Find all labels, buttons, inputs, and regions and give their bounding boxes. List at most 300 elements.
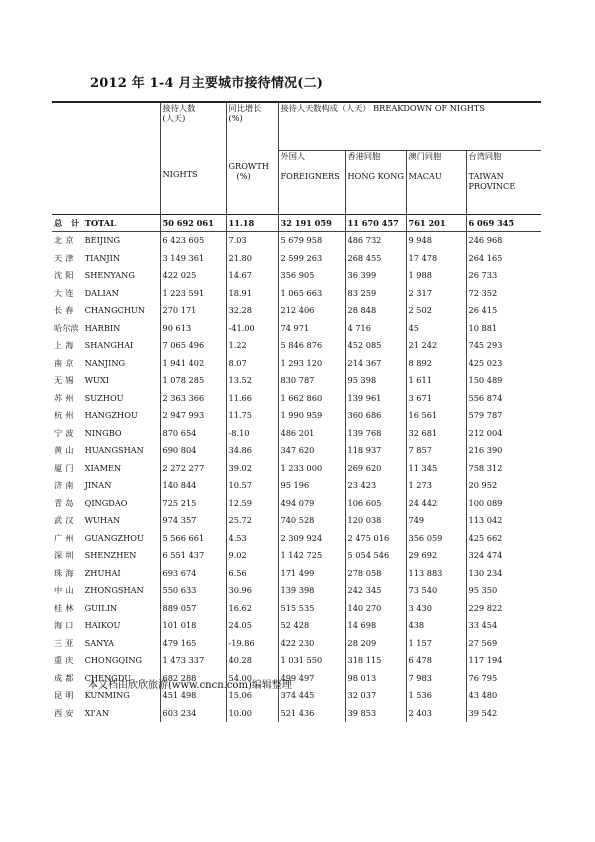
cell-hongkong: 95 398 (345, 372, 406, 390)
header-growth-en (226, 151, 278, 215)
cell-hongkong: 140 270 (345, 599, 406, 617)
cell-macau: 29 692 (406, 547, 466, 565)
header-growth-en-line1: GROWTH (228, 160, 269, 171)
cell-growth: 10.57 (226, 477, 278, 495)
city-name-zh: 西安 (54, 707, 77, 718)
cell-taiwan: 150 489 (466, 372, 541, 390)
city-name-en: ZHUHAI (84, 567, 121, 578)
table-row (52, 529, 541, 547)
header-growth-zh (226, 103, 278, 151)
cell-growth: -19.86 (226, 634, 278, 652)
header-nights-zh-line1: 接待人数 (162, 103, 196, 113)
cell-hongkong: 118 937 (345, 442, 406, 460)
city-cell (52, 424, 160, 442)
cell-hongkong: 106 605 (345, 494, 406, 512)
cell-macau: 749 (406, 512, 466, 530)
table-row (52, 249, 541, 267)
cell-foreigners: 95 196 (278, 477, 345, 495)
city-name-en: NINGBO (84, 427, 122, 438)
table-row (52, 389, 541, 407)
cell-hongkong: 5 054 546 (345, 547, 406, 565)
city-name-zh: 北京 (54, 235, 77, 246)
city-name-zh: 珠海 (54, 567, 77, 578)
cell-growth: 14.67 (226, 267, 278, 285)
city-name-zh: 沈阳 (54, 270, 77, 281)
cell-hongkong: 214 367 (345, 354, 406, 372)
header-growth-en-line2: (%) (236, 170, 251, 181)
page-title: 2012 年 1-4 月主要城市接待情况(二) (90, 76, 324, 91)
city-statistics-table (52, 103, 541, 722)
city-name-zh: 三亚 (54, 637, 77, 648)
cell-foreigners: 499 497 (278, 669, 345, 687)
cell-taiwan: 10 881 (466, 319, 541, 337)
cell-macau: 1 536 (406, 687, 466, 705)
cell-hongkong: 32 037 (345, 687, 406, 705)
header-taiwan-en-line1: TAIWAN (468, 171, 504, 181)
table-row (52, 494, 541, 512)
header-taiwan-zh: 台湾同胞 (468, 151, 502, 161)
cell-growth: 34.86 (226, 442, 278, 460)
city-name-en: SHENZHEN (84, 550, 137, 561)
cell-hongkong: 39 853 (345, 704, 406, 722)
total-nights: 50 692 061 (160, 214, 226, 231)
cell-foreigners: 1 293 120 (278, 354, 345, 372)
footer-note: 本文档由欣欣旅游(www.cncn.com)编辑整理 (88, 680, 292, 691)
cell-hongkong: 269 620 (345, 459, 406, 477)
cell-taiwan: 758 312 (466, 459, 541, 477)
city-cell (52, 582, 160, 600)
cell-macau: 32 681 (406, 424, 466, 442)
city-cell (52, 354, 160, 372)
cell-macau: 1 988 (406, 267, 466, 285)
city-name-zh: 长春 (54, 305, 77, 316)
header-taiwan-en-line2: PROVINCE (468, 181, 516, 191)
city-name-en: SUZHOU (84, 392, 124, 403)
table-row (52, 231, 541, 249)
table-row (52, 424, 541, 442)
city-name-en: JINAN (84, 480, 112, 491)
cell-foreigners: 1 031 550 (278, 652, 345, 670)
city-cell (52, 704, 160, 722)
cell-nights: 1 941 402 (160, 354, 226, 372)
cell-growth: -8.10 (226, 424, 278, 442)
cell-macau: 3 430 (406, 599, 466, 617)
header-hongkong (345, 151, 406, 215)
cell-foreigners: 5 679 958 (278, 231, 345, 249)
city-name-en: HANGZHOU (84, 410, 138, 421)
table-row (52, 354, 541, 372)
city-name-en: SHENYANG (84, 270, 135, 281)
cell-growth: 8.07 (226, 354, 278, 372)
cell-growth: 11.75 (226, 407, 278, 425)
cell-taiwan: 212 004 (466, 424, 541, 442)
cell-hongkong: 452 085 (345, 337, 406, 355)
cell-macau: 6 478 (406, 652, 466, 670)
cell-hongkong: 14 698 (345, 617, 406, 635)
cell-growth: 6.56 (226, 564, 278, 582)
cell-foreigners: 356 905 (278, 267, 345, 285)
city-cell (52, 267, 160, 285)
cell-macau: 21 242 (406, 337, 466, 355)
cell-growth: 10.00 (226, 704, 278, 722)
total-growth: 11.18 (226, 214, 278, 231)
cell-nights: 1 223 591 (160, 284, 226, 302)
city-cell (52, 652, 160, 670)
cell-growth: 40.28 (226, 652, 278, 670)
city-cell (52, 459, 160, 477)
total-foreigners: 32 191 059 (278, 214, 345, 231)
cell-taiwan: 130 234 (466, 564, 541, 582)
cell-nights: 422 025 (160, 267, 226, 285)
table-row (52, 267, 541, 285)
city-cell (52, 407, 160, 425)
cell-taiwan: 579 787 (466, 407, 541, 425)
city-cell (52, 547, 160, 565)
city-cell (52, 617, 160, 635)
cell-macau: 8 892 (406, 354, 466, 372)
city-name-en: NANJING (84, 357, 126, 368)
cell-foreigners: 74 971 (278, 319, 345, 337)
city-name-en: CHANGCHUN (84, 305, 146, 316)
cell-taiwan: 216 390 (466, 442, 541, 460)
cell-growth: 16.62 (226, 599, 278, 617)
table-row (52, 284, 541, 302)
cell-hongkong: 486 732 (345, 231, 406, 249)
city-name-zh: 成都 (54, 672, 77, 683)
city-name-zh: 厦门 (54, 462, 77, 473)
city-name-zh: 宁波 (54, 427, 77, 438)
city-cell (52, 372, 160, 390)
cell-nights: 1 473 337 (160, 652, 226, 670)
cell-nights: 870 654 (160, 424, 226, 442)
city-name-en: HAIKOU (84, 620, 121, 631)
city-name-en: TIANJIN (84, 252, 121, 263)
city-cell (52, 564, 160, 582)
header-nights-zh-line2: (人天) (162, 113, 186, 123)
cell-growth: 30.96 (226, 582, 278, 600)
cell-foreigners: 486 201 (278, 424, 345, 442)
cell-taiwan: 425 662 (466, 529, 541, 547)
table-row (52, 599, 541, 617)
city-name-zh: 武汉 (54, 515, 77, 526)
cell-macau: 45 (406, 319, 466, 337)
city-cell (52, 494, 160, 512)
cell-nights: 550 633 (160, 582, 226, 600)
city-name-en: XIAMEN (84, 462, 122, 473)
cell-hongkong: 139 961 (345, 389, 406, 407)
cell-macau: 3 671 (406, 389, 466, 407)
cell-taiwan: 27 569 (466, 634, 541, 652)
header-foreigners (278, 151, 345, 215)
city-name-zh: 天津 (54, 252, 77, 263)
city-cell (52, 477, 160, 495)
cell-hongkong: 98 013 (345, 669, 406, 687)
cell-nights: 603 234 (160, 704, 226, 722)
cell-nights: 889 057 (160, 599, 226, 617)
cell-nights: 5 566 661 (160, 529, 226, 547)
cell-nights: 725 215 (160, 494, 226, 512)
city-name-en: XI'AN (84, 707, 109, 718)
cell-foreigners: 1 142 725 (278, 547, 345, 565)
cell-taiwan: 76 795 (466, 669, 541, 687)
city-cell (52, 512, 160, 530)
header-macau (406, 151, 466, 215)
city-name-zh: 哈尔滨 (54, 322, 79, 333)
table-row (52, 337, 541, 355)
city-name-zh: 重庆 (54, 655, 77, 666)
cell-macau: 1 157 (406, 634, 466, 652)
cell-macau: 11 345 (406, 459, 466, 477)
cell-growth: -41.00 (226, 319, 278, 337)
cell-hongkong: 318 115 (345, 652, 406, 670)
city-name-en: KUNMING (84, 690, 130, 701)
cell-hongkong: 36 399 (345, 267, 406, 285)
cell-taiwan: 43 480 (466, 687, 541, 705)
cell-foreigners: 2 309 924 (278, 529, 345, 547)
cell-growth: 9.02 (226, 547, 278, 565)
cell-macau: 113 883 (406, 564, 466, 582)
cell-taiwan: 39 542 (466, 704, 541, 722)
cell-nights: 974 357 (160, 512, 226, 530)
total-label (52, 214, 160, 231)
table-row (52, 407, 541, 425)
cell-hongkong: 268 455 (345, 249, 406, 267)
cell-hongkong: 28 209 (345, 634, 406, 652)
cell-taiwan: 113 042 (466, 512, 541, 530)
cell-hongkong: 23 423 (345, 477, 406, 495)
total-row (52, 214, 541, 231)
header-city-blank-2 (52, 151, 160, 215)
cell-nights: 2 363 366 (160, 389, 226, 407)
city-name-zh: 无锡 (54, 375, 77, 386)
cell-growth: 18.91 (226, 284, 278, 302)
city-cell (52, 302, 160, 320)
cell-taiwan: 26 415 (466, 302, 541, 320)
table-row (52, 477, 541, 495)
cell-taiwan: 26 733 (466, 267, 541, 285)
city-cell (52, 599, 160, 617)
cell-growth: 24.05 (226, 617, 278, 635)
cell-macau: 7 857 (406, 442, 466, 460)
cell-foreigners: 212 406 (278, 302, 345, 320)
cell-growth: 12.59 (226, 494, 278, 512)
cell-hongkong: 2 475 016 (345, 529, 406, 547)
cell-taiwan: 425 023 (466, 354, 541, 372)
cell-taiwan: 264 165 (466, 249, 541, 267)
cell-taiwan: 100 089 (466, 494, 541, 512)
city-cell (52, 319, 160, 337)
city-name-en: WUHAN (84, 515, 121, 526)
city-name-zh: 青岛 (54, 497, 77, 508)
city-cell (52, 389, 160, 407)
table-row (52, 652, 541, 670)
cell-foreigners: 1 662 860 (278, 389, 345, 407)
city-cell (52, 284, 160, 302)
cell-nights: 451 498 (160, 687, 226, 705)
header-nights-zh (160, 103, 226, 151)
total-taiwan: 6 069 345 (466, 214, 541, 231)
city-name-en: DALIAN (84, 287, 119, 298)
table-row (52, 442, 541, 460)
cell-growth: 15.06 (226, 687, 278, 705)
cell-foreigners: 374 445 (278, 687, 345, 705)
cell-nights: 479 165 (160, 634, 226, 652)
cell-growth: 54.00 (226, 669, 278, 687)
cell-taiwan: 72 352 (466, 284, 541, 302)
cell-growth: 39.02 (226, 459, 278, 477)
cell-foreigners: 830 787 (278, 372, 345, 390)
table-row (52, 564, 541, 582)
table-row (52, 372, 541, 390)
city-name-en: BEIJING (84, 235, 121, 246)
city-name-en: GUILIN (84, 602, 118, 613)
cell-foreigners: 422 230 (278, 634, 345, 652)
cell-macau: 2 317 (406, 284, 466, 302)
cell-nights: 682 288 (160, 669, 226, 687)
table-row (52, 319, 541, 337)
total-label-en: TOTAL (84, 217, 116, 228)
city-name-zh: 海口 (54, 620, 77, 631)
city-name-en: SHANGHAI (84, 340, 134, 351)
cell-nights: 90 613 (160, 319, 226, 337)
cell-hongkong: 120 038 (345, 512, 406, 530)
cell-foreigners: 740 528 (278, 512, 345, 530)
city-cell (52, 442, 160, 460)
city-cell (52, 634, 160, 652)
city-name-zh: 黄山 (54, 445, 77, 456)
cell-growth: 21.80 (226, 249, 278, 267)
cell-macau: 356 059 (406, 529, 466, 547)
city-cell (52, 249, 160, 267)
cell-macau: 1 273 (406, 477, 466, 495)
cell-macau: 9 948 (406, 231, 466, 249)
total-label-zh: 总 计 (54, 217, 83, 228)
city-name-zh: 上海 (54, 340, 77, 351)
header-taiwan (466, 151, 541, 215)
cell-foreigners: 515 535 (278, 599, 345, 617)
cell-nights: 140 844 (160, 477, 226, 495)
city-cell (52, 337, 160, 355)
cell-macau: 2 403 (406, 704, 466, 722)
cell-taiwan: 745 293 (466, 337, 541, 355)
cell-foreigners: 5 846 876 (278, 337, 345, 355)
cell-nights: 693 674 (160, 564, 226, 582)
header-foreigners-zh: 外国人 (280, 151, 306, 161)
cell-hongkong: 242 345 (345, 582, 406, 600)
total-hongkong: 11 670 457 (345, 214, 406, 231)
cell-foreigners: 1 065 663 (278, 284, 345, 302)
cell-foreigners: 1 990 959 (278, 407, 345, 425)
cell-taiwan: 229 822 (466, 599, 541, 617)
cell-macau: 1 611 (406, 372, 466, 390)
table-row (52, 302, 541, 320)
cell-growth: 25.72 (226, 512, 278, 530)
city-name-zh: 苏州 (54, 392, 77, 403)
cell-macau: 73 540 (406, 582, 466, 600)
cell-growth: 1.22 (226, 337, 278, 355)
cell-nights: 1 078 285 (160, 372, 226, 390)
city-name-en: CHONGQING (84, 655, 143, 666)
cell-foreigners: 521 436 (278, 704, 345, 722)
city-name-en: ZHONGSHAN (84, 585, 144, 596)
cell-nights: 6 423 605 (160, 231, 226, 249)
city-name-en: SANYA (84, 637, 114, 648)
cell-foreigners: 2 599 263 (278, 249, 345, 267)
cell-foreigners: 139 398 (278, 582, 345, 600)
table-row (52, 617, 541, 635)
city-name-zh: 桂林 (54, 602, 77, 613)
city-name-en: HARBIN (84, 322, 121, 333)
cell-nights: 690 804 (160, 442, 226, 460)
table-row (52, 582, 541, 600)
total-macau: 761 201 (406, 214, 466, 231)
cell-nights: 270 171 (160, 302, 226, 320)
cell-foreigners: 347 620 (278, 442, 345, 460)
header-foreigners-en: FOREIGNERS (280, 171, 340, 181)
cell-macau: 24 442 (406, 494, 466, 512)
city-name-en: CHENGDU (84, 672, 132, 683)
header-city-blank (52, 103, 160, 151)
city-name-zh: 深圳 (54, 550, 77, 561)
city-name-zh: 济南 (54, 480, 77, 491)
cell-hongkong: 4 716 (345, 319, 406, 337)
cell-nights: 2 947 993 (160, 407, 226, 425)
cell-nights: 6 551 437 (160, 547, 226, 565)
cell-macau: 438 (406, 617, 466, 635)
city-name-zh: 中山 (54, 585, 77, 596)
city-name-en: GUANGZHOU (84, 532, 144, 543)
cell-macau: 2 502 (406, 302, 466, 320)
cell-foreigners: 1 233 000 (278, 459, 345, 477)
cell-nights: 7 065 496 (160, 337, 226, 355)
cell-growth: 4.53 (226, 529, 278, 547)
header-growth-zh-line2: (%) (228, 113, 243, 123)
cell-hongkong: 139 768 (345, 424, 406, 442)
cell-hongkong: 360 686 (345, 407, 406, 425)
header-breakdown: 接待人天数构成（人天） BREAKDOWN OF NIGHTS (278, 103, 541, 151)
cell-taiwan: 246 968 (466, 231, 541, 249)
header-hongkong-zh: 香港同胞 (347, 151, 381, 161)
cell-nights: 2 272 277 (160, 459, 226, 477)
header-hongkong-en: HONG KONG (347, 171, 404, 181)
cell-growth: 7.03 (226, 231, 278, 249)
cell-taiwan: 556 874 (466, 389, 541, 407)
cell-growth: 32.28 (226, 302, 278, 320)
table-row (52, 704, 541, 722)
city-name-en: WUXI (84, 375, 109, 386)
cell-nights: 101 018 (160, 617, 226, 635)
header-macau-en: MACAU (408, 171, 442, 181)
header-row-2 (52, 151, 541, 215)
city-name-en: HUANGSHAN (84, 445, 144, 456)
cell-growth: 11.66 (226, 389, 278, 407)
cell-foreigners: 494 079 (278, 494, 345, 512)
cell-taiwan: 33 454 (466, 617, 541, 635)
city-name-zh: 杭州 (54, 410, 77, 421)
table-row (52, 634, 541, 652)
cell-hongkong: 83 259 (345, 284, 406, 302)
cell-foreigners: 52 428 (278, 617, 345, 635)
city-cell (52, 529, 160, 547)
city-name-zh: 昆明 (54, 690, 77, 701)
city-name-zh: 广州 (54, 532, 77, 543)
header-macau-zh: 澳门同胞 (408, 151, 442, 161)
cell-hongkong: 278 058 (345, 564, 406, 582)
header-nights-en: NIGHTS (160, 151, 226, 215)
cell-taiwan: 20 952 (466, 477, 541, 495)
cell-hongkong: 28 848 (345, 302, 406, 320)
city-name-zh: 大连 (54, 287, 77, 298)
